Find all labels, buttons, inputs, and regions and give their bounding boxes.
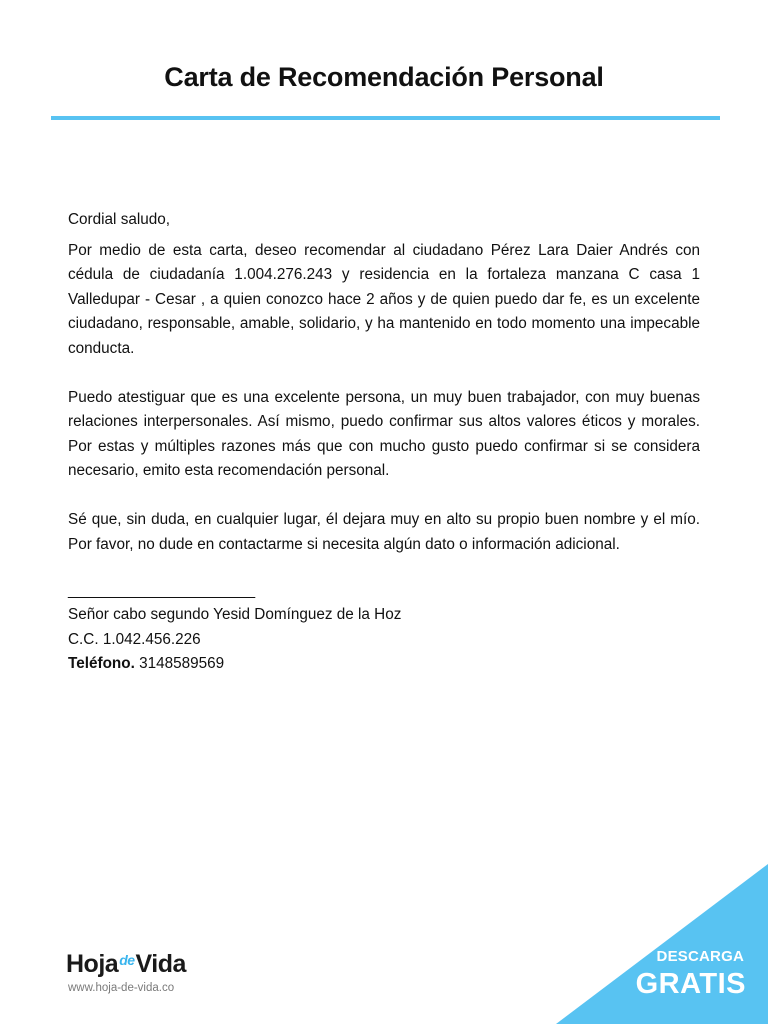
signer-id: C.C. 1.042.456.226 <box>68 630 201 648</box>
download-badge-free[interactable]: GRATIS <box>635 968 746 1000</box>
logo-text-left: Hoja <box>66 949 119 978</box>
signer-phone <box>68 652 700 677</box>
paragraph-3: Sé que, sin duda, en cualquier lugar, él dejara muy en alto su propio buen nombre y el mío. Por favor, no dude en contactarme si necesita algún dato o información adicional. <box>68 510 700 553</box>
signature-line: ______________________ <box>68 582 256 600</box>
logo-text-mid: de <box>119 952 135 968</box>
letter-body <box>68 208 700 677</box>
page-title: Carta de Recomendación Personal <box>164 62 604 92</box>
greeting: Cordial saludo, <box>68 211 171 228</box>
paragraph-1: Por medio de esta carta, deseo recomendar al ciudadano Pérez Lara Daier Andrés con cédula de ciudadanía 1.004.276.243 y residencia en la fortaleza manzana C casa 1 Valledupar - Cesar , a quien conozco hace 2 años y de quien puedo dar fe, es un excelente ciudadano, responsable, amable, solidario, y ha mantenido en todo momento una impecable conducta. <box>68 241 700 357</box>
download-badge-label[interactable]: DESCARGA <box>656 948 744 965</box>
signature-block <box>68 579 700 677</box>
brand-logo[interactable] <box>66 946 186 982</box>
signer-name: Señor cabo segundo Yesid Domínguez de la Hoz <box>68 606 402 624</box>
logo-text-right: Vida <box>135 949 186 978</box>
website-link[interactable]: www.hoja-de-vida.co <box>68 982 175 994</box>
paragraph-2: Puedo atestiguar que es una excelente persona, un muy buen trabajador, con muy buenas relaciones interpersonales. Así mismo, puedo confirmar sus altos valores éticos y morales. Por estas y múltiples razones más que con mucho gusto puedo confirmar si se considera necesario, emito esta recomendación personal. <box>68 388 700 480</box>
phone-label: Teléfono. <box>68 655 135 673</box>
phone-value: 3148589569 <box>139 655 225 673</box>
title-divider <box>51 116 720 120</box>
